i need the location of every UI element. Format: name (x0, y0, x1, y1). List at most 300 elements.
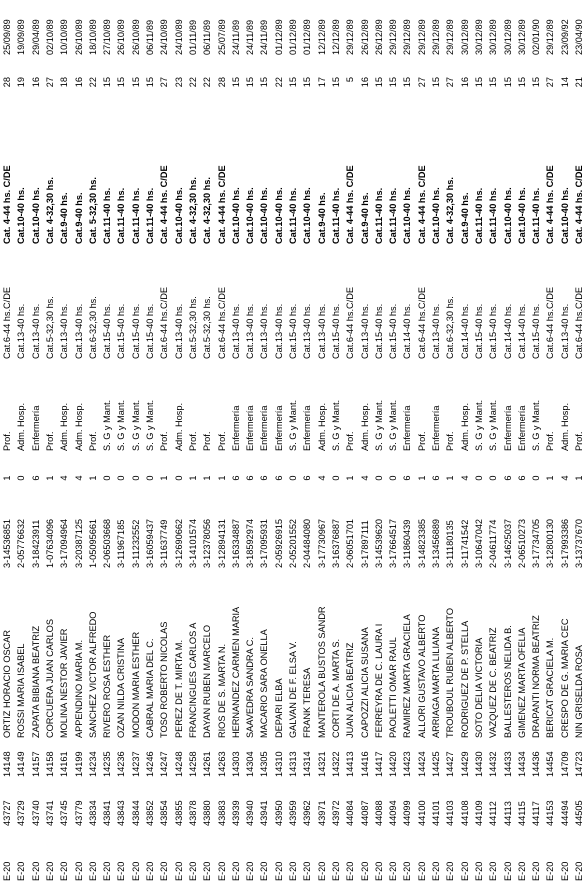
cuil-number: 3-11741542 (459, 519, 470, 568)
start-date: 29/12/89 (345, 19, 356, 55)
cuil-number: 2-05201552 (288, 518, 298, 568)
employee-name: CABRAL MARIA DEL C. (145, 638, 155, 738)
points-value: 14 (559, 77, 570, 88)
record-number: 44100 (416, 800, 427, 826)
points-value: 16 (359, 77, 370, 88)
cuil-number: 1-05095661 (87, 518, 98, 568)
group-code: 6 (516, 475, 527, 481)
points-value: 19 (16, 77, 27, 88)
area-label: S. G y Mant. (330, 399, 341, 451)
file-number: 14436 (531, 751, 542, 777)
table-row (14, 0, 28, 888)
group-code: 4 (59, 475, 70, 481)
record-number: 43779 (73, 800, 84, 826)
points-value: 22 (87, 77, 98, 88)
group-code: 0 (116, 475, 127, 481)
employee-name: DRAPANTI NORMA BEATRIZ (531, 615, 542, 738)
record-number: 44084 (345, 800, 356, 826)
group-code: 0 (288, 475, 298, 481)
start-date: 01/11/89 (187, 19, 198, 55)
table-row (86, 0, 100, 888)
cuil-number: 2-06503668 (102, 518, 113, 568)
table-row (572, 0, 586, 888)
legajo-code: E-20 (502, 861, 513, 881)
group-code: 1 (216, 475, 227, 481)
file-number: 14413 (345, 751, 356, 777)
legajo-code: E-20 (402, 861, 413, 881)
cuil-number: 3-17095931 (259, 518, 270, 568)
legajo-code: E-20 (59, 861, 70, 881)
category-new: Cat. 4-44 hs. C/DE (416, 165, 427, 244)
record-number: 44505 (574, 800, 584, 826)
group-code: 4 (316, 475, 327, 481)
category-new: Cat. 4-44 hs. C/DE (345, 165, 356, 244)
area-label: Prof. (445, 431, 456, 451)
table-row (200, 0, 214, 888)
group-code: 0 (102, 475, 113, 481)
cuil-number: 2-04484080 (302, 518, 313, 568)
record-number: 44108 (459, 800, 470, 826)
area-label: Adm. Hosp. (459, 403, 470, 451)
group-code: 0 (16, 475, 27, 481)
record-number: 44153 (545, 800, 556, 826)
legajo-code: E-20 (159, 861, 170, 881)
area-label: Enfermería (502, 405, 513, 451)
employee-name: ORTIZ HORACIO OSCAR (2, 629, 12, 738)
record-number: 43855 (173, 800, 184, 826)
area-label: S. G y Mant. (102, 399, 113, 451)
category-old: Cat.13-40 hs. (73, 303, 84, 359)
table-row (129, 0, 143, 888)
cuil-number: 3-13456889 (431, 518, 441, 568)
category-new: Cat.10-40 hs. (273, 187, 284, 244)
area-label: Enfermería (431, 405, 441, 451)
group-code: 0 (388, 475, 399, 481)
category-new: Cat. 4-32,30 hs. (202, 177, 213, 244)
legajo-code: E-20 (102, 861, 113, 881)
points-value: 15 (516, 77, 527, 88)
area-label: Prof. (416, 431, 427, 451)
category-new: Cat.10-40 hs. (173, 187, 184, 244)
points-value: 17 (316, 77, 327, 88)
area-label: Prof. (44, 431, 55, 451)
cuil-number: 1-07634096 (44, 518, 55, 568)
category-old: Cat.15-40 hs. (330, 303, 341, 359)
category-new: Cat. 4-32,30 hs. (445, 177, 456, 244)
file-number: 14161 (59, 751, 70, 777)
group-code: 6 (245, 475, 256, 481)
category-old: Cat.6-44 hs.C/DE (216, 287, 227, 359)
group-code: 1 (416, 475, 427, 481)
category-old: Cat.6-44 hs.C/DE (159, 287, 170, 359)
record-number: 43841 (102, 800, 113, 826)
employee-name: HERNANDEZ CARMEN MARIA (230, 606, 241, 738)
area-label: Prof. (159, 431, 170, 451)
start-date: 29/12/89 (416, 19, 427, 55)
start-date: 06/11/89 (202, 19, 213, 55)
points-value: 15 (431, 77, 441, 88)
employee-name: ROSSI MARIA ISABEL (16, 643, 27, 738)
category-new: Cat.10-40 hs. (245, 187, 256, 244)
points-value: 15 (330, 77, 341, 88)
employee-name: SAAVEDRA SANDRA C. (245, 637, 256, 738)
record-number: 44115 (516, 801, 527, 826)
cuil-number: 3-11967185 (116, 519, 127, 568)
record-number: 43959 (288, 800, 298, 826)
record-number: 44494 (559, 800, 570, 826)
category-old: Cat.13-40 hs. (16, 303, 27, 359)
record-number: 43727 (2, 800, 12, 826)
start-date: 06/11/89 (145, 19, 155, 55)
start-date: 26/10/89 (73, 19, 84, 55)
table-row (157, 0, 171, 888)
category-old: Cat.13-40 hs. (302, 303, 313, 359)
cuil-number: 3-11180135 (445, 520, 456, 568)
table-row (57, 0, 71, 888)
category-new: Cat.9-40 hs. (359, 192, 370, 244)
record-number: 44112 (488, 801, 499, 826)
start-date: 24/11/89 (259, 19, 270, 55)
area-label: Enfermería (230, 405, 241, 451)
table-row (114, 0, 128, 888)
record-number: 43834 (87, 800, 98, 826)
start-date: 10/10/89 (59, 19, 70, 55)
points-value: 15 (388, 77, 399, 88)
area-label: Prof. (87, 431, 98, 451)
record-number: 44113 (502, 801, 513, 826)
category-old: Cat.13-40 hs. (431, 303, 441, 359)
points-value: 15 (373, 77, 384, 88)
file-number: 14430 (473, 751, 484, 777)
points-value: 15 (302, 77, 313, 88)
table-row (143, 0, 157, 888)
record-number: 43880 (202, 800, 213, 826)
category-old: Cat.6-32,30 hs. (87, 296, 98, 359)
record-number: 43852 (145, 800, 155, 826)
file-number: 14709 (559, 751, 570, 777)
file-number: 14235 (102, 751, 113, 777)
file-number: 14157 (30, 751, 41, 777)
area-label: Prof. (2, 431, 12, 451)
record-number: 44094 (388, 800, 399, 826)
category-new: Cat. 4-44 hs. C/DE (159, 165, 170, 244)
area-label: Enfermería (259, 405, 270, 451)
start-date: 30/12/89 (459, 19, 470, 55)
file-number: 14427 (445, 751, 456, 777)
group-code: 1 (159, 475, 170, 481)
file-number: 14148 (2, 751, 12, 777)
legajo-code: E-20 (230, 861, 241, 881)
employee-name: CRESPO DE G. MARIA CEC (559, 618, 570, 738)
points-value: 28 (2, 77, 12, 88)
area-label: Adm. Hosp. (316, 403, 327, 451)
file-number: 14246 (145, 751, 155, 777)
points-value: 27 (445, 77, 456, 88)
start-date: 01/12/89 (302, 19, 313, 55)
employee-name: RIVERO ROSA ESTHER (102, 634, 113, 738)
area-label: Prof. (574, 431, 584, 451)
table-row (558, 0, 572, 888)
legajo-code: E-20 (359, 861, 370, 881)
cuil-number: 3-10647042 (473, 518, 484, 568)
record-number: 43729 (16, 800, 27, 826)
category-old: Cat.15-40 hs. (130, 303, 141, 359)
file-number: 14434 (516, 751, 527, 777)
group-code: 6 (431, 475, 441, 481)
points-value: 16 (459, 77, 470, 88)
start-date: 25/09/89 (2, 19, 12, 55)
table-row (458, 0, 472, 888)
record-number: 43843 (116, 800, 127, 826)
category-new: Cat.10-40 hs. (559, 187, 570, 244)
category-old: Cat.15-40 hs. (473, 303, 484, 359)
cuil-number: 3-17734705 (531, 518, 542, 568)
cuil-number: 3-11860439 (402, 519, 413, 568)
cuil-number: 3-18423911 (30, 519, 41, 568)
points-value: 22 (273, 77, 284, 88)
category-new: Cat. 4-44 hs. C/DE (574, 165, 584, 244)
legajo-code: E-20 (545, 861, 556, 881)
group-code: 0 (173, 475, 184, 481)
category-new: Cat.11-40 hs. (388, 187, 399, 244)
category-new: Cat. 4-44 hs. C/DE (2, 165, 12, 244)
points-value: 15 (245, 77, 256, 88)
group-code: 1 (345, 475, 356, 481)
category-old: Cat.14-40 hs. (516, 303, 527, 359)
legajo-code: E-20 (559, 861, 570, 881)
group-code: 6 (230, 475, 241, 481)
points-value: 28 (216, 77, 227, 88)
record-number: 44101 (431, 800, 441, 826)
legajo-code: E-20 (431, 861, 441, 881)
points-value: 27 (159, 77, 170, 88)
points-value: 15 (288, 77, 298, 88)
file-number: 14247 (159, 751, 170, 777)
category-old: Cat.6-32,30 hs. (445, 296, 456, 359)
table-row (443, 0, 457, 888)
start-date: 26/12/89 (373, 19, 384, 55)
employee-name: SOTO DELIA VICTORIA (473, 637, 484, 738)
area-label: Adm. Hosp. (16, 403, 27, 451)
table-row (372, 0, 386, 888)
points-value: 15 (145, 77, 155, 88)
legajo-code: E-20 (273, 861, 284, 881)
category-old: Cat.13-40 hs. (559, 303, 570, 359)
points-value: 15 (531, 77, 542, 88)
cuil-number: 3-13737670 (574, 518, 584, 568)
area-label: Prof. (202, 431, 213, 451)
employee-name: TROUBOUL RUBEN ALBERTO (445, 607, 456, 738)
legajo-code: E-20 (130, 861, 141, 881)
record-number: 43883 (216, 800, 227, 826)
record-number: 43940 (245, 800, 256, 826)
legajo-code: E-20 (87, 861, 98, 881)
points-value: 15 (502, 77, 513, 88)
points-value: 15 (488, 77, 499, 88)
category-old: Cat.15-40 hs. (102, 303, 113, 359)
table-row (100, 0, 114, 888)
points-value: 22 (187, 77, 198, 88)
group-code: 0 (330, 475, 341, 481)
record-number: 43950 (273, 800, 284, 826)
area-label: Adm. Hosp. (59, 403, 70, 451)
legajo-code: E-20 (330, 861, 341, 881)
table-row (29, 0, 43, 888)
table-row (229, 0, 243, 888)
employee-name: BERICAT GRACIELA M. (545, 637, 556, 738)
cuil-number: 3-16059437 (145, 518, 155, 568)
legajo-code: E-20 (202, 861, 213, 881)
employee-name: MANTEROLA BUSTOS SANDR (316, 606, 327, 738)
area-label: Adm. Hosp. (73, 403, 84, 451)
category-old: Cat.15-40 hs. (116, 303, 127, 359)
category-old: Cat.5-32,30 hs. (44, 296, 55, 359)
points-value: 15 (473, 77, 484, 88)
employee-name: OZAN NILDA CRISTINA (116, 637, 127, 738)
employee-name: RAMIREZ MARTA GRACIELA (402, 614, 413, 738)
record-number: 44117 (531, 801, 542, 826)
file-number: 14199 (73, 751, 84, 777)
category-new: Cat. 5-32,30 hs. (87, 177, 98, 244)
table-row (43, 0, 57, 888)
category-old: Cat.13-40 hs. (173, 303, 184, 359)
points-value: 16 (73, 77, 84, 88)
category-new: Cat.11-40 hs. (145, 187, 155, 244)
points-value: 15 (259, 77, 270, 88)
points-value: 27 (416, 77, 427, 88)
start-date: 26/10/89 (116, 19, 127, 55)
employee-name: TOSO ROBERTO NICOLAS (159, 621, 170, 738)
legajo-code: E-20 (302, 861, 313, 881)
area-label: S. G y Mant. (473, 399, 484, 451)
category-old: Cat.13-40 hs. (259, 303, 270, 359)
category-new: Cat.10-40 hs. (259, 187, 270, 244)
start-date: 23/09/92 (559, 19, 570, 55)
cuil-number: 3-11232552 (130, 519, 141, 568)
cuil-number: 3-17664517 (388, 518, 399, 568)
file-number: 14433 (502, 751, 513, 777)
file-number: 14429 (459, 751, 470, 777)
cuil-number: 3-16376887 (330, 518, 341, 568)
record-number: 43740 (30, 800, 41, 826)
table-row (215, 0, 229, 888)
start-date: 30/12/89 (516, 19, 527, 55)
start-date: 25/07/89 (216, 19, 227, 55)
category-old: Cat.13-40 hs. (59, 303, 70, 359)
category-new: Cat.9-40 hs. (459, 192, 470, 244)
group-code: 0 (373, 475, 384, 481)
points-value: 15 (102, 77, 113, 88)
file-number: 14236 (116, 751, 127, 777)
points-value: 18 (59, 77, 70, 88)
file-number: 14313 (288, 751, 298, 777)
category-old: Cat.15-40 hs. (145, 303, 155, 359)
cuil-number: 3-17993386 (559, 518, 570, 568)
file-number: 14237 (130, 751, 141, 777)
legajo-code: E-20 (516, 861, 527, 881)
table-row (386, 0, 400, 888)
category-new: Cat.11-40 hs. (473, 187, 484, 244)
cuil-number: 3-18592974 (245, 518, 256, 568)
start-date: 24/10/89 (173, 19, 184, 55)
category-new: Cat.10-40 hs. (30, 187, 41, 244)
table-row (529, 0, 543, 888)
category-new: Cat.10-40 hs. (431, 187, 441, 244)
group-code: 1 (445, 475, 456, 481)
group-code: 0 (130, 475, 141, 481)
area-label: Enfermería (245, 405, 256, 451)
area-label: Enfermería (302, 405, 313, 451)
legajo-code: E-20 (16, 861, 27, 881)
group-code: 0 (531, 475, 542, 481)
category-new: Cat.11-40 hs. (373, 187, 384, 244)
table-row (515, 0, 529, 888)
employee-name: ALLORI GUSTAVO ALBERTO (416, 614, 427, 738)
file-number: 14149 (16, 751, 27, 777)
record-number: 44088 (373, 800, 384, 826)
legajo-code: E-20 (488, 861, 499, 881)
start-date: 19/09/89 (16, 19, 27, 55)
points-value: 15 (402, 77, 413, 88)
cuil-number: 3-14101574 (187, 518, 198, 568)
area-label: Enfermería (30, 405, 41, 451)
category-old: Cat.15-40 hs. (388, 303, 399, 359)
file-number: 14423 (402, 751, 413, 777)
cuil-number: 2-04611774 (488, 519, 499, 568)
file-number: 14261 (202, 751, 213, 777)
employee-name: MACARIO SARA ONELLA (259, 629, 270, 738)
area-label: Enfermería (402, 405, 413, 451)
category-old: Cat.13-40 hs. (30, 303, 41, 359)
legajo-code: E-20 (44, 861, 55, 881)
area-label: S. G y Mant. (388, 399, 399, 451)
start-date: 27/10/89 (102, 19, 113, 55)
employee-name: VAZQUEZ DE C. BEATRIZ (488, 627, 499, 738)
group-code: 6 (402, 475, 413, 481)
group-code: 0 (145, 475, 155, 481)
file-number: 14310 (273, 751, 284, 777)
table-row (358, 0, 372, 888)
cuil-number: 3-14539620 (373, 518, 384, 568)
file-number: 14263 (216, 751, 227, 777)
area-label: S. G y Mant. (373, 399, 384, 451)
category-new: Cat.9-40 hs. (59, 192, 70, 244)
category-old: Cat.6-44 hs.C/DE (416, 287, 427, 359)
group-code: 1 (545, 475, 556, 481)
category-new: Cat.11-40 hs. (130, 187, 141, 244)
group-code: 6 (30, 475, 41, 481)
file-number: 14416 (359, 751, 370, 777)
employee-name: RODRIGUEZ DE P. STELLA (459, 620, 470, 738)
area-label: S. G y Mant. (488, 399, 499, 451)
group-code: 6 (273, 475, 284, 481)
cuil-number: 2-06510273 (516, 518, 527, 568)
legajo-code: E-20 (2, 861, 12, 881)
file-number: 14420 (388, 751, 399, 777)
group-code: 1 (202, 475, 213, 481)
start-date: 26/12/89 (359, 19, 370, 55)
category-new: Cat.11-40 hs. (116, 187, 127, 244)
area-label: Adm. Hosp. (559, 403, 570, 451)
legajo-code: E-20 (145, 861, 155, 881)
cuil-number: 3-14625037 (502, 518, 513, 568)
points-value: 27 (545, 77, 556, 88)
category-old: Cat.15-40 hs. (373, 303, 384, 359)
table-row (415, 0, 429, 888)
legajo-code: E-20 (445, 861, 456, 881)
legajo-code: E-20 (531, 861, 542, 881)
employee-name: CAPOZZI ALICIA SUSANA (359, 627, 370, 738)
